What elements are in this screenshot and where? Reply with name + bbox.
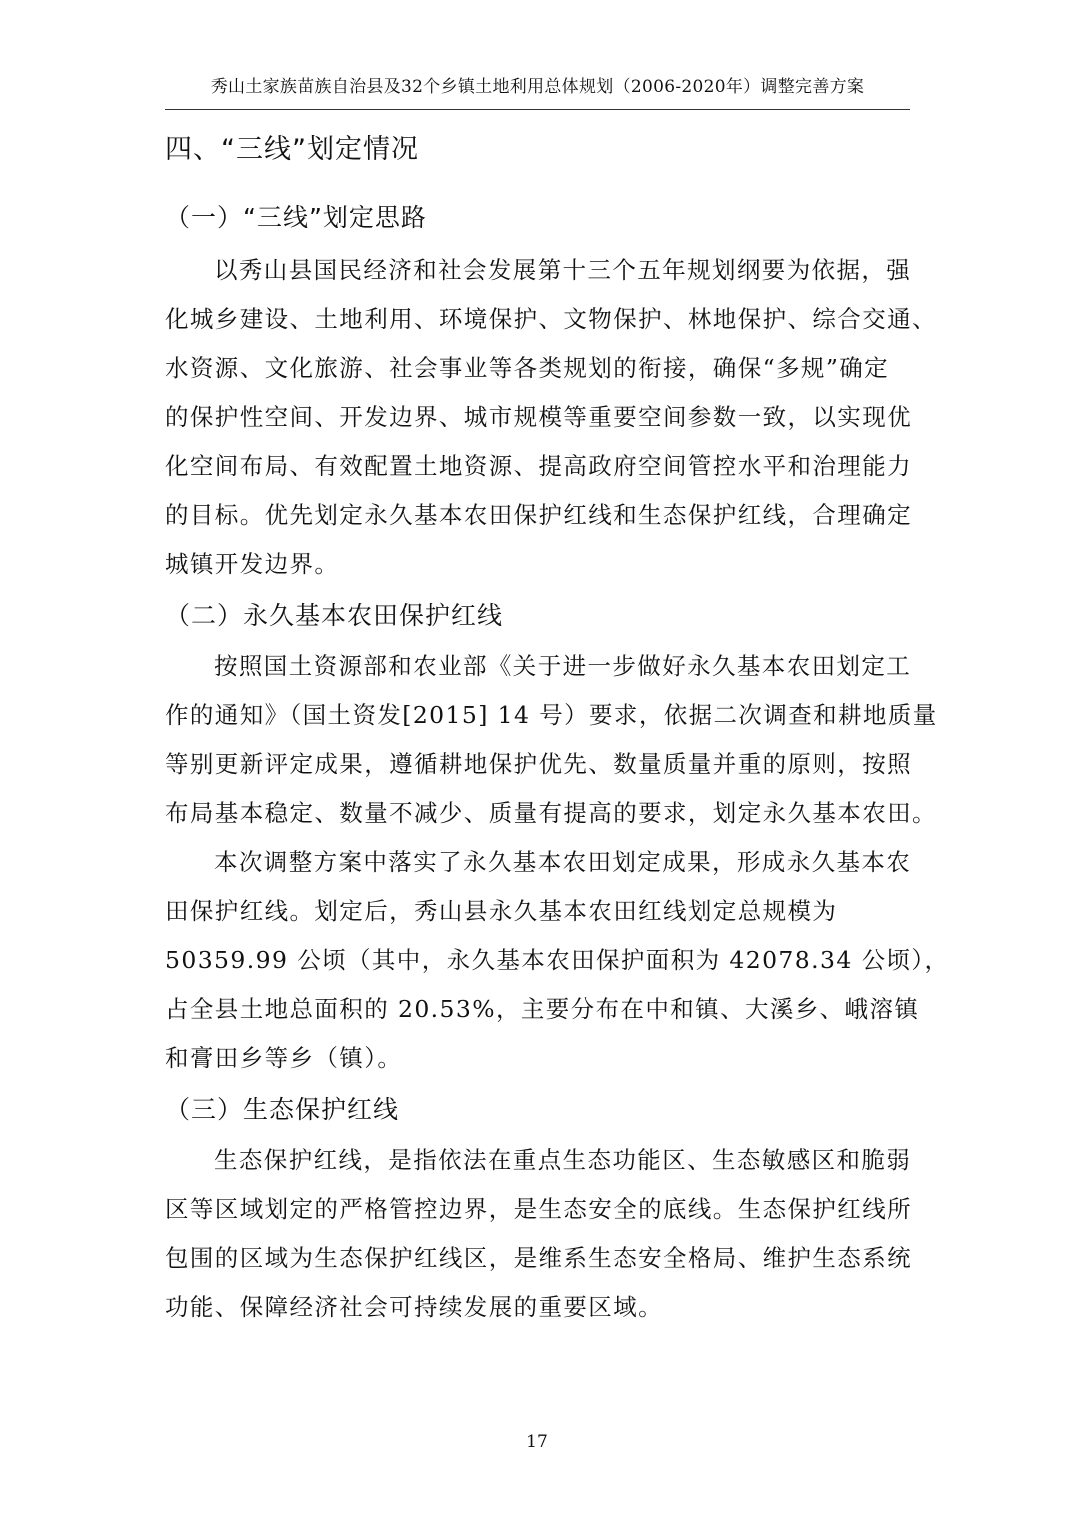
text-line: 按照国土资源部和农业部《关于进一步做好永久基本农田划定工: [214, 652, 912, 680]
subsection-heading-1: （一）“三线”划定思路: [165, 203, 427, 232]
text-line: 作的通知》（国土资发[2015] 14 号）要求，依据二次调查和耕地质量: [165, 701, 938, 729]
text-line: 化城乡建设、土地利用、环境保护、文物保护、林地保护、综合交通、: [165, 305, 937, 333]
text-line: 布局基本稳定、数量不减少、质量有提高的要求，划定永久基本农田。: [165, 799, 937, 827]
paragraph-farmland-result: [165, 838, 950, 1083]
text-line: 本次调整方案中落实了永久基本农田划定成果，形成永久基本农: [214, 848, 912, 876]
text-line: 占全县土地总面积的 20.53%，主要分布在中和镇、大溪乡、峨溶镇: [165, 995, 920, 1023]
text-line: 和膏田乡等乡（镇）。: [165, 1044, 403, 1072]
page-number: 17: [526, 1432, 548, 1452]
text-line: 50359.99 公顷（其中，永久基本农田保护面积为 42078.34 公顷），: [165, 946, 950, 974]
text-line: 功能、保障经济社会可持续发展的重要区域。: [165, 1293, 663, 1321]
text-line: 的目标。优先划定永久基本农田保护红线和生态保护红线，合理确定: [165, 501, 912, 529]
paragraph-farmland-basis: [165, 642, 938, 838]
text-line: 以秀山县国民经济和社会发展第十三个五年规划纲要为依据，强: [214, 256, 912, 284]
text-line: 化空间布局、有效配置土地资源、提高政府空间管控水平和治理能力: [165, 452, 912, 480]
text-line: 田保护红线。划定后，秀山县永久基本农田红线划定总规模为: [165, 897, 838, 925]
text-line: 水资源、文化旅游、社会事业等各类规划的衔接，确保“多规”确定: [165, 354, 890, 382]
paragraph-approach: [165, 246, 937, 589]
subsection-heading-2: （二）永久基本农田保护红线: [165, 601, 504, 630]
text-line: 区等区域划定的严格管控边界，是生态安全的底线。生态保护红线所: [165, 1195, 912, 1223]
running-header: 秀山土家族苗族自治县及32个乡镇土地利用总体规划（2006-2020年）调整完善方案: [165, 72, 910, 110]
text-line: 城镇开发边界。: [165, 550, 340, 578]
text-line: 包围的区域为生态保护红线区，是维系生态安全格局、维护生态系统: [165, 1244, 912, 1272]
text-line: 等别更新评定成果，遵循耕地保护优先、数量质量并重的原则，按照: [165, 750, 912, 778]
section-heading: 四、“三线”划定情况: [165, 134, 419, 165]
paragraph-ecological: [165, 1136, 915, 1332]
text-line: 生态保护红线，是指依法在重点生态功能区、生态敏感区和脆弱: [214, 1146, 912, 1174]
text-line: 的保护性空间、开发边界、城市规模等重要空间参数一致，以实现优: [165, 403, 912, 431]
subsection-heading-3: （三）生态保护红线: [165, 1095, 400, 1124]
